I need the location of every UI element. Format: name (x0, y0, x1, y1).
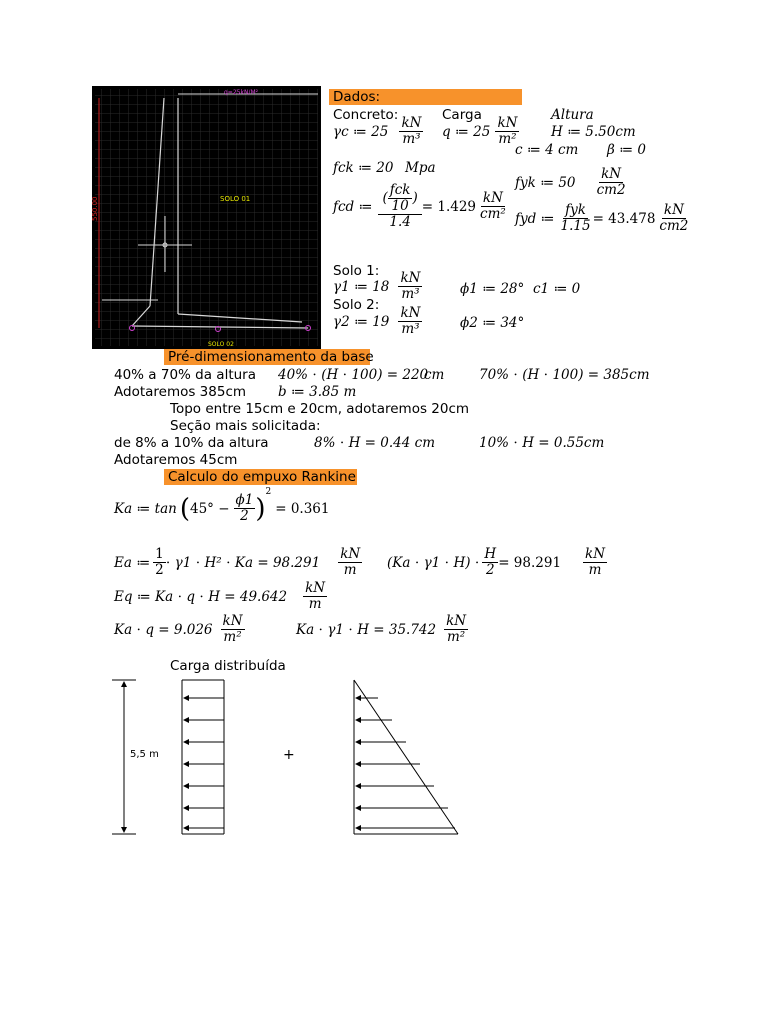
unit-m3: m³ (401, 321, 420, 337)
gamma1: γ1 ≔ 18 (333, 279, 390, 295)
unit-kn: kN (601, 166, 622, 182)
secao-text: Seção mais solicitada: (170, 418, 321, 434)
unit-kn: kN (401, 115, 422, 131)
fcd-lhs: fcd ≔ (333, 198, 373, 215)
unit-cm2: cm² (480, 206, 506, 222)
eq-value: Eq ≔ Ka ⋅ q ⋅ H = 49.642 (114, 588, 288, 605)
fyd-lhs: fyd ≔ (515, 210, 555, 227)
fcd-expr: fcd ≔ ( $\frac{\text{fck}}{10}$ ) 1.4 = 1.429 $\frac{kN}{\text{cm²}}$ (333, 182, 506, 230)
gamma2: γ2 ≔ 19 (333, 314, 390, 330)
q-value: q ≔ 25 (442, 124, 491, 140)
h-value: H ≔ 5.50cm (551, 124, 636, 140)
empuxo-header-text: Calculo do empuxo Rankine (168, 469, 356, 485)
ea-half-den: 2 (155, 562, 164, 578)
unit-kn: kN (340, 546, 361, 562)
cad-drawing (92, 86, 321, 349)
ea-expr (114, 547, 362, 578)
height-label: 550.00 (91, 196, 99, 221)
ea2-result: = 98.291 (498, 554, 562, 571)
adot-45: Adotaremos 45cm (114, 452, 238, 468)
predim-range: 40% a 70% da altura (114, 367, 256, 383)
fyd-num: fyk (565, 202, 586, 218)
unit-m: m (588, 562, 602, 578)
ka-two: 2 (240, 508, 249, 524)
kaq-expr (114, 614, 245, 645)
concreto-label: Concreto: (333, 107, 399, 123)
dim-label: 5,5 m (130, 749, 159, 760)
ea2-den: 2 (486, 562, 495, 578)
calc-8: 8% ⋅ H = 0.44 cm (314, 435, 435, 451)
ka-phi: ϕ1 (235, 492, 254, 508)
cad-grid (95, 89, 318, 346)
solo2-title: Solo 2: (333, 297, 380, 313)
unit-kn: kN (585, 546, 606, 562)
unit-cm2: cm2 (596, 182, 626, 198)
triangular-load (354, 680, 458, 834)
c-value: c ≔ 4 cm (515, 142, 579, 158)
ka-lhs: Ka ≔ tan (114, 500, 177, 517)
calc-10: 10% ⋅ H = 0.55cm (479, 435, 605, 451)
q-expr (442, 116, 519, 147)
solo1-label: SOLO 01 (220, 195, 251, 203)
fcd-den: 10 (391, 198, 409, 214)
kag-expr (296, 614, 468, 645)
paren-open: ( (179, 493, 190, 524)
unit-kn: kN (400, 270, 421, 286)
unit-kn: kN (305, 580, 326, 596)
paren-close: ) (255, 493, 266, 524)
q-label: q=25kN/M² (224, 89, 259, 96)
unit-kn: kN (400, 305, 421, 321)
unit-kn: kN (446, 613, 467, 629)
ka-expr (114, 487, 330, 524)
uniform-load (182, 680, 224, 834)
diagram-title: Carga distribuída (170, 658, 286, 674)
kag-value: Ka ⋅ γ1 ⋅ H = 35.742 (296, 621, 437, 638)
unit-kn: kN (222, 613, 243, 629)
range-8-10: de 8% a 10% da altura (114, 435, 269, 451)
load-diagram (100, 672, 480, 844)
fcd-result: = 1.429 (421, 198, 477, 215)
fyk-expr (515, 167, 628, 198)
unit-m: m (343, 562, 357, 578)
fyk-value: fyk ≔ 50 (515, 175, 576, 191)
b-value: b ≔ 3.85 m (278, 384, 357, 400)
ea2-lhs: (Ka ⋅ γ1 ⋅ H) ⋅ (387, 554, 480, 571)
ka-angle: 45° − (190, 500, 230, 517)
ea-half-num: 1 (155, 546, 164, 562)
fyd-result: = 43.478 (592, 210, 656, 227)
beta-value: β ≔ 0 (607, 142, 646, 158)
unit-kn: kN (663, 202, 684, 218)
predim-header-text: Pré-dimensionamento da base (168, 349, 374, 365)
unit-m2: m² (223, 629, 242, 645)
eq-expr (114, 581, 327, 612)
fck-value: fck ≔ 20 (333, 160, 394, 176)
dados-header-text: Dados: (333, 89, 381, 105)
ka-result: = 0.361 (275, 500, 330, 517)
dados-header (329, 89, 522, 105)
fcd-div: 1.4 (389, 214, 411, 230)
solo1-title: Solo 1: (333, 263, 380, 279)
phi1: ϕ1 ≔ 28° (460, 281, 525, 297)
gamma-c: γc ≔ 25 (333, 124, 389, 140)
altura-label: Altura (551, 107, 594, 123)
ea2-expr (387, 547, 607, 578)
unit-m: m (308, 596, 322, 612)
fyd-den: 1.15 (560, 218, 591, 234)
mpa-unit: Mpa (405, 160, 436, 176)
predim-header (164, 349, 374, 365)
empuxo-header (164, 469, 357, 485)
ka-exponent: 2 (265, 487, 272, 497)
calc-40-unit: cm (424, 367, 445, 383)
topo-text: Topo entre 15cm e 20cm, adotaremos 20cm (170, 401, 470, 417)
unit-kn: kN (497, 115, 518, 131)
unit-kn: kN (482, 190, 503, 206)
cad-svg (92, 86, 321, 349)
phi2: ϕ2 ≔ 34° (460, 315, 525, 331)
fyd-expr (515, 203, 690, 234)
ea-body: ⋅ γ1 ⋅ H² ⋅ Ka = 98.291 (165, 554, 321, 571)
ea-lhs: Ea ≔ (114, 554, 151, 571)
carga-label: Carga (442, 107, 482, 123)
gamma2-expr (333, 306, 422, 337)
unit-m3: m³ (402, 131, 421, 147)
kaq-value: Ka ⋅ q = 9.026 (114, 621, 213, 638)
solo2-label: SOLO 02 (208, 341, 234, 348)
unit-cm2: cm2 (659, 218, 689, 234)
fcd-num: fck (389, 182, 411, 198)
adot-385: Adotaremos 385cm (114, 384, 247, 400)
gamma-c-expr (333, 116, 423, 147)
calc-40: 40% ⋅ (H ⋅ 100) = 220 (278, 367, 429, 383)
c1: c1 ≔ 0 (533, 281, 581, 297)
unit-m3: m³ (401, 286, 420, 302)
calc-70: 70% ⋅ (H ⋅ 100) = 385cm (479, 367, 650, 383)
unit-m2: m² (447, 629, 466, 645)
unit-m2: m² (498, 131, 517, 147)
plus-sign: + (283, 747, 295, 763)
ea2-num: H (484, 546, 497, 562)
